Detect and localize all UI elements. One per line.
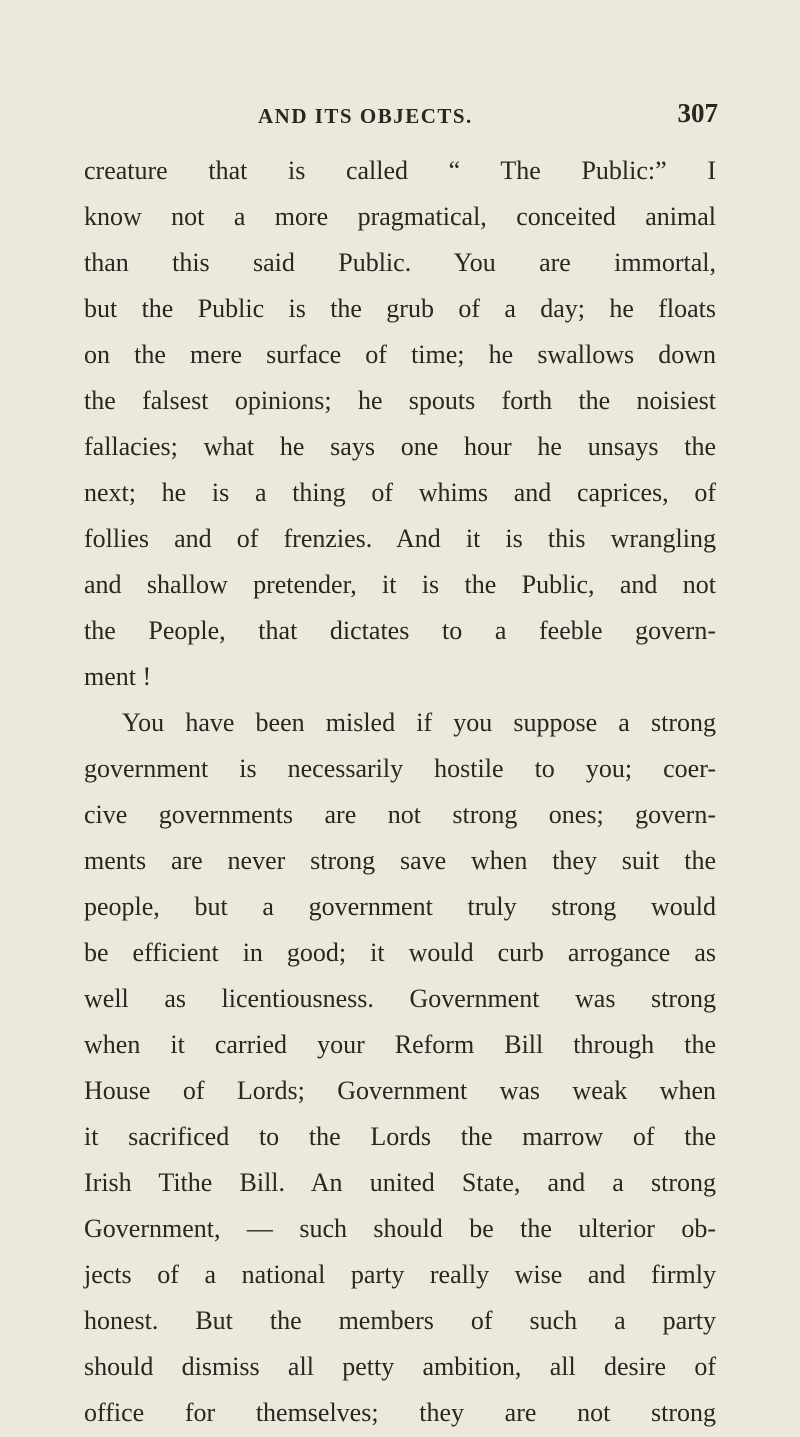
text-line: well as licentiousness. Government was strong <box>84 984 716 1013</box>
text-line: but the Public is the grub of a day; he floats <box>84 294 716 323</box>
text-line: House of Lords; Government was weak when <box>84 1076 716 1105</box>
text-line: cive governments are not strong ones; govern- <box>84 800 716 829</box>
text-line: and shallow pretender, it is the Public, and not <box>84 570 716 599</box>
text-line: people, but a government truly strong would <box>84 892 716 921</box>
text-line: Government, — such should be the ulterior ob- <box>84 1214 716 1243</box>
text-line: jects of a national party really wise and firmly <box>84 1260 716 1289</box>
text-line: be efficient in good; it would curb arrogance as <box>84 938 716 967</box>
text-line: creature that is called “ The Public:” I <box>84 156 716 185</box>
text-line: follies and of frenzies. And it is this wrangling <box>84 524 716 553</box>
body-text <box>84 148 716 1436</box>
page-number: 307 <box>677 98 718 128</box>
text-line: it sacrificed to the Lords the marrow of the <box>84 1122 716 1151</box>
text-line: ments are never strong save when they suit the <box>84 846 716 875</box>
running-head: AND ITS OBJECTS. <box>258 104 473 128</box>
text-line: know not a more pragmatical, conceited animal <box>84 202 716 231</box>
text-line: next; he is a thing of whims and caprices, of <box>84 478 716 507</box>
text-line: on the mere surface of time; he swallows down <box>84 340 716 369</box>
text-line: honest. But the members of such a party <box>84 1306 716 1335</box>
text-line: than this said Public. You are immortal, <box>84 248 716 277</box>
page-header <box>258 98 718 138</box>
text-line: the People, that dictates to a feeble govern- <box>84 616 716 645</box>
text-line: fallacies; what he says one hour he unsays the <box>84 432 716 461</box>
text-line: the falsest opinions; he spouts forth the noisiest <box>84 386 716 415</box>
text-line: office for themselves; they are not strong <box>84 1398 716 1427</box>
text-line: You have been misled if you suppose a strong <box>122 708 716 737</box>
text-line: government is necessarily hostile to you; coer- <box>84 754 716 783</box>
text-line: when it carried your Reform Bill through the <box>84 1030 716 1059</box>
text-line: ment ! <box>84 662 152 691</box>
text-line: should dismiss all petty ambition, all desire of <box>84 1352 716 1381</box>
text-line: Irish Tithe Bill. An united State, and a strong <box>84 1168 716 1197</box>
